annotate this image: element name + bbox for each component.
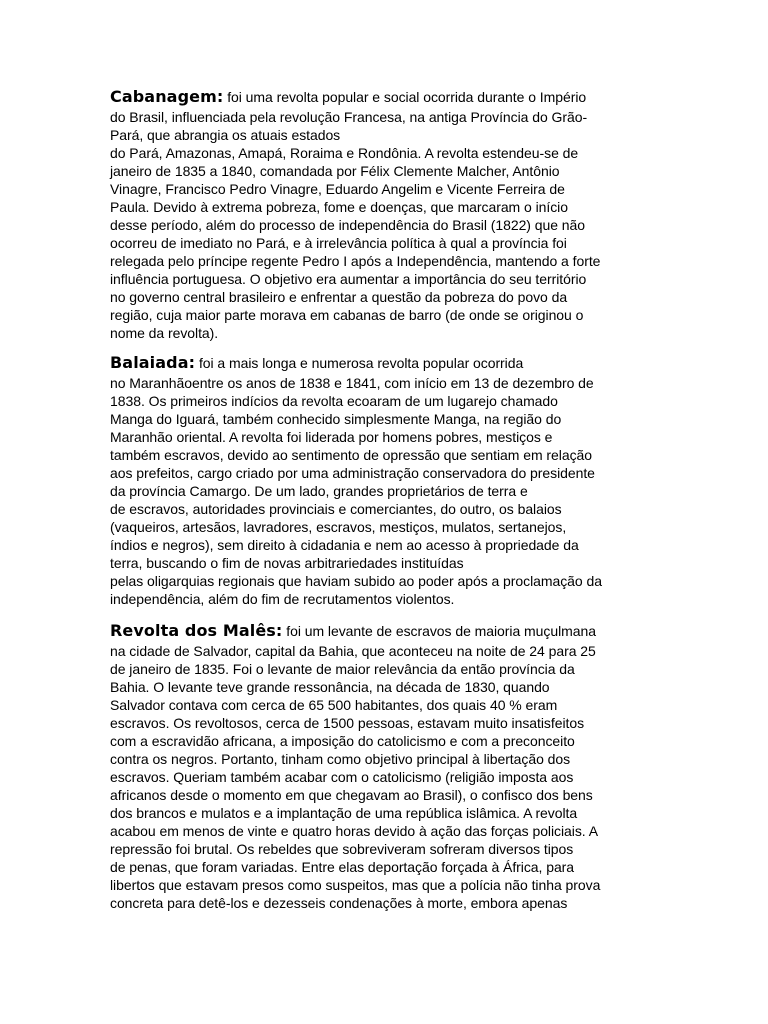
body-line: africanos desde o momento em que chegavam ao Brasil), o confisco dos bens (110, 787, 593, 803)
section-revolta-dos-males (110, 620, 662, 912)
section-intro-text: foi uma revolta popular e social ocorrida durante o Império (223, 89, 587, 105)
body-line: de escravos, autoridades provinciais e comerciantes, do outro, os balaios (110, 501, 562, 517)
section-heading: Balaiada: (110, 353, 196, 372)
section-heading: Cabanagem: (110, 87, 224, 106)
body-line: pelas oligarquias regionais que haviam subido ao poder após a proclamação da (110, 573, 602, 589)
body-line: de janeiro de 1835. Foi o levante de maior relevância da então província da (110, 661, 575, 677)
body-line: contra os negros. Portanto, tinham como objetivo principal à libertação dos (110, 751, 571, 767)
body-line: concreta para detê-los e dezesseis condenações à morte, embora apenas (110, 895, 568, 911)
body-line: também escravos, devido ao sentimento de opressão que sentiam em relação (110, 447, 592, 463)
section-balaiada (110, 352, 662, 608)
body-line: Salvador contava com cerca de 65 500 habitantes, dos quais 40 % eram (110, 697, 558, 713)
body-line: terra, buscando o fim de novas arbitrariedades instituídas (110, 555, 464, 571)
section-cabanagem (110, 86, 662, 342)
body-line: (vaqueiros, artesãos, lavradores, escravos, mestiços, mulatos, sertanejos, (110, 519, 567, 535)
section-intro-text: foi a mais longa e numerosa revolta popular ocorrida (195, 355, 524, 371)
body-line: acabou em menos de vinte e quatro horas devido à ação das forças policiais. A (110, 823, 599, 839)
body-line: na cidade de Salvador, capital da Bahia, que aconteceu na noite de 24 para 25 (110, 643, 596, 659)
body-line: Vinagre, Francisco Pedro Vinagre, Eduardo Angelim e Vicente Ferreira de (110, 181, 565, 197)
body-line: do Brasil, influenciada pela revolução Francesa, na antiga Província do Grão- (110, 109, 588, 125)
body-line: no Maranhãoentre os anos de 1838 e 1841, com início em 13 de dezembro de (110, 375, 594, 391)
body-line: do Pará, Amazonas, Amapá, Roraima e Rondônia. A revolta estendeu-se de (110, 145, 579, 161)
body-line: da província Camargo. De um lado, grandes proprietários de terra e (110, 483, 528, 499)
body-line: Maranhão oriental. A revolta foi liderada por homens pobres, mestiços e (110, 429, 553, 445)
body-line: Bahia. O levante teve grande ressonância, na década de 1830, quando (110, 679, 550, 695)
body-line: ocorreu de imediato no Pará, e à irrelevância política à qual a província foi (110, 235, 567, 251)
body-line: 1838. Os primeiros indícios da revolta ecoaram de um lugarejo chamado (110, 393, 558, 409)
document-page (110, 86, 662, 922)
body-line: Pará, que abrangia os atuais estados (110, 127, 341, 143)
body-line: independência, além do fim de recrutamentos violentos. (110, 591, 455, 607)
body-line: índios e negros), sem direito à cidadania e nem ao acesso à propriedade da (110, 537, 579, 553)
body-line: janeiro de 1835 a 1840, comandada por Félix Clemente Malcher, Antônio (110, 163, 560, 179)
body-line: desse período, além do processo de independência do Brasil (1822) que não (110, 217, 586, 233)
body-line: escravos. Os revoltosos, cerca de 1500 pessoas, estavam muito insatisfeitos (110, 715, 585, 731)
body-line: de penas, que foram variadas. Entre elas deportação forçada à África, para (110, 859, 575, 875)
section-first-line (110, 352, 662, 374)
body-line: Paula. Devido à extrema pobreza, fome e doenças, que marcaram o início (110, 199, 568, 215)
body-line: Manga do Iguará, também conhecido simplesmente Manga, na região do (110, 411, 562, 427)
body-line: libertos que estavam presos como suspeitos, mas que a polícia não tinha prova (110, 877, 601, 893)
section-first-line (110, 86, 662, 108)
section-heading: Revolta dos Malês: (110, 621, 283, 640)
body-line: relegada pelo príncipe regente Pedro I após a Independência, mantendo a forte (110, 253, 601, 269)
section-first-line (110, 620, 662, 642)
body-line: aos prefeitos, cargo criado por uma administração conservadora do presidente (110, 465, 595, 481)
body-line: no governo central brasileiro e enfrentar a questão da pobreza do povo da (110, 289, 568, 305)
section-intro-text: foi um levante de escravos de maioria muçulmana (282, 623, 596, 639)
body-line: nome da revolta). (110, 325, 219, 341)
body-line: escravos. Queriam também acabar com o catolicismo (religião imposta aos (110, 769, 574, 785)
body-line: influência portuguesa. O objetivo era aumentar a importância do seu território (110, 271, 587, 287)
body-line: região, cuja maior parte morava em cabanas de barro (de onde se originou o (110, 307, 584, 323)
body-line: dos brancos e mulatos e a implantação de uma república islâmica. A revolta (110, 805, 578, 821)
body-line: repressão foi brutal. Os rebeldes que sobreviveram sofreram diversos tipos (110, 841, 574, 857)
body-line: com a escravidão africana, a imposição do catolicismo e com a preconceito (110, 733, 575, 749)
